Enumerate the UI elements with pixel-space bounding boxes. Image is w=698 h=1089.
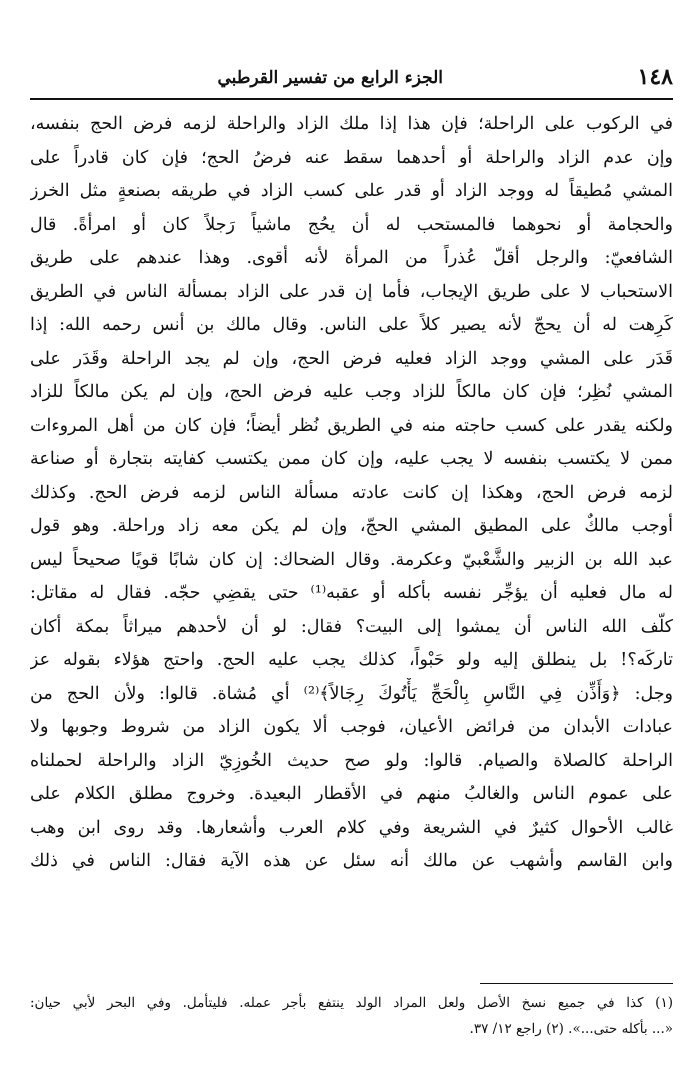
text-line: في الركوب على الراحلة؛ فإن هذا إذا ملك الزاد والراحلة لزمه فرض الحج بنفسه،	[30, 114, 673, 134]
running-title: الجزء الرابع من تفسير القرطبي	[217, 68, 443, 88]
text-line: لزمه فرض الحج، وهكذا إن كانت عادته مسألة الناس لزمه فرض الحج. وكذلك	[30, 482, 673, 503]
text-line: وابن القاسم وأشهب عن مالك أنه سئل عن هذه الآية فقال: الناس في ذلك	[30, 851, 673, 871]
footnotes	[30, 990, 673, 1042]
text-line: قَدَر على المشي ووجد الزاد فعليه فرض الحج، وإن لم يجد الراحلة وقَدَر على	[30, 348, 673, 369]
page-number: ١٤٨	[637, 64, 673, 90]
text-line: والحجامة أو نحوهما فالمستحب له أن يحُج ماشياً رَجلاً كان أو امرأةً. قال	[30, 214, 673, 235]
text-line: عبادات الأبدان من فرائض الأعيان، فوجب ألا يكون الزاد من شروط وجوبها ولا	[30, 717, 673, 737]
text-line: غالب الأحوال كثيرٌ في الشريعة وفي كلام العرب وأشعارها. وقد روى ابن وهب	[30, 817, 673, 838]
text-line: له مال فعليه أن يؤجِّر نفسه بأكله أو عقبه⁽¹⁾ حتى يقضِي حجّه. فقال له مقاتل:	[30, 583, 673, 603]
footnote-line: «... بأكله حتى...». (٢) راجع ١٢/ ٣٧.	[469, 1021, 673, 1037]
page-header	[30, 62, 673, 98]
text-line: المشي نُظِر؛ فإن كان مالكاً للزاد وجب عليه فرض الحج، وإن لم يكن مالكاً للزاد	[30, 382, 673, 402]
text-line: كَرِهت له أن يحجّ لأنه يصير كلاً على الناس. وقال مالك بن أنس رحمه الله: إذا	[30, 315, 673, 335]
text-line: وجل: ﴿وَأَذِّن فِي النَّاسِ بِالْحَجِّ يَأْتُوكَ رِجَالاً﴾⁽²⁾ أي مُشاة. قالوا: ولأن الحج من	[30, 683, 673, 704]
text-line: الراحلة كالصلاة والصيام. قالوا: ولو صح حديث الخُوزِيّ الزاد والراحلة لحملناه	[30, 750, 673, 771]
footnote-line: (١) كذا في جميع نسخ الأصل ولعل المراد الولد ينتفع بأجر عمله. فليتأمل. وفي البحر لأبي حيان:	[30, 995, 673, 1011]
text-line: تاركَه؟! بل ينطلق إليه ولو حَبْواً، كذلك يجب عليه الحج. واحتج هؤلاء بقوله عز	[30, 650, 673, 670]
text-line: المشي مُطيقاً له ووجد الزاد أو قدر على كسب الزاد في طريقه بصنعةٍ مثل الخرز	[30, 181, 673, 201]
text-line: ولكنه يقدر على كسب حاجته منه في الطريق نُظر أيضاً؛ فإن كان من أهل المروءات	[30, 415, 673, 436]
text-line: وإن عدم الزاد والراحلة أو أحدهما سقط عنه فرضُ الحج؛ فإن كان قادراً على	[30, 147, 673, 168]
text-line: ممن لا يكتسب بنفسه لا يجب عليه، وإن كان ممن يكتسب كفايته بتجارة أو صناعة	[30, 449, 673, 469]
text-line: كلّف الله الناس أن يمشوا إلى البيت؟ فقال: لو أن لأحدهم ميراثاً بمكة أكان	[30, 616, 673, 637]
header-rule	[30, 98, 673, 100]
text-line: عبد الله بن الزبير والشَّعْبيّ وعكرمة. وقال الضحاك: إن كان شابًا قويًا صحيحاً ليس	[30, 549, 673, 570]
footnote-rule	[480, 983, 673, 984]
text-line: الاستحباب لا على طريق الإيجاب، فأما إن قدر على الزاد بمسألة الناس في الطريق	[30, 281, 673, 302]
text-line: أوجب مالكٌ على المطيق المشي الحجّ، وإن لم يكن معه زاد وراحلة. وهو قول	[30, 516, 673, 536]
text-line: الشافعيّ: والرجل أقلّ عُذراً من المرأة لأنه أقوى. وهذا عندهم على طريق	[30, 248, 673, 268]
body-text	[30, 108, 673, 879]
text-line: على عموم الناس والغالبُ منهم في الأقطار البعيدة. وخروج مطلق الكلام على	[30, 784, 673, 804]
